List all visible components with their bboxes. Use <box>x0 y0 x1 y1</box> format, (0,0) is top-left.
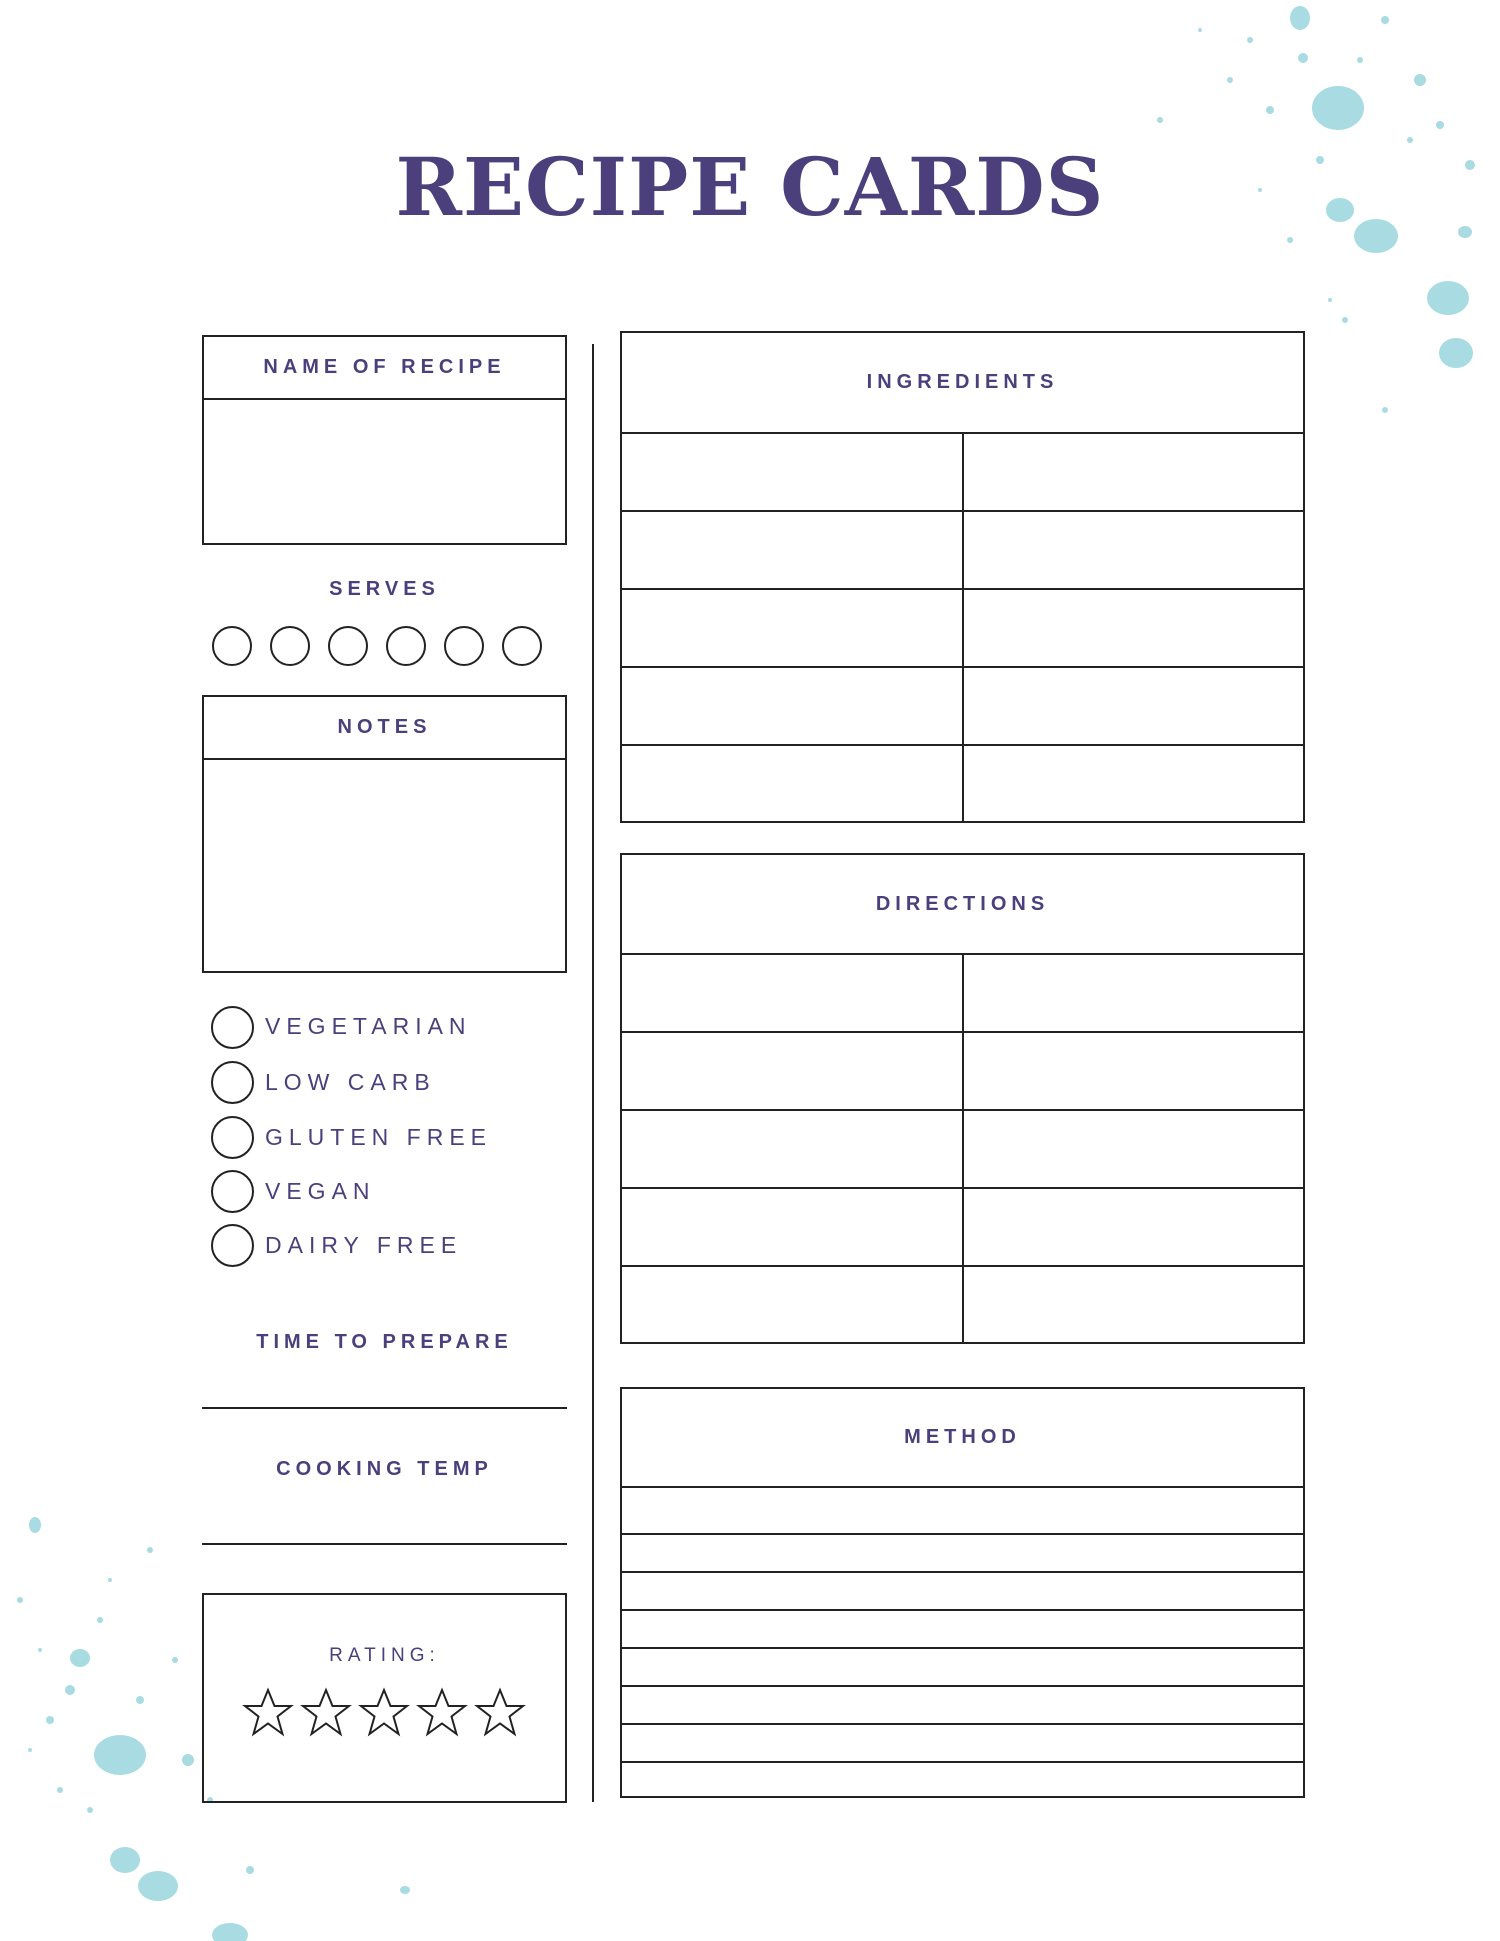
directions-label: DIRECTIONS <box>622 855 1303 955</box>
dairy-free-label: DAIRY FREE <box>265 1232 463 1258</box>
serves-circle[interactable] <box>270 626 310 666</box>
cooking-temp-line[interactable] <box>202 1543 567 1545</box>
serves-circle[interactable] <box>386 626 426 666</box>
dairy-free-checkbox[interactable] <box>211 1224 254 1267</box>
time-to-prepare-label: TIME TO PREPARE <box>256 1331 513 1353</box>
rating-star-icon[interactable] <box>242 1687 294 1739</box>
vegetarian-label: VEGETARIAN <box>265 1013 472 1039</box>
serves-circle[interactable] <box>502 626 542 666</box>
low-carb-checkbox[interactable] <box>211 1061 254 1104</box>
gluten-free-label: GLUTEN FREE <box>265 1124 493 1150</box>
directions-row-line <box>622 1031 1303 1033</box>
name-of-recipe-box[interactable] <box>202 335 567 545</box>
method-line[interactable] <box>622 1761 1303 1763</box>
ingredients-table <box>620 331 1305 823</box>
rating-box <box>202 1593 567 1803</box>
directions-row-line <box>622 1265 1303 1267</box>
rating-star-icon[interactable] <box>416 1687 468 1739</box>
rating-star-icon[interactable] <box>358 1687 410 1739</box>
ingredients-col-divider <box>962 432 964 821</box>
page-title: RECIPE CARDS <box>395 140 1105 234</box>
method-box <box>620 1387 1305 1798</box>
directions-row-line <box>622 1109 1303 1111</box>
method-line[interactable] <box>622 1723 1303 1725</box>
rating-label: RATING: <box>329 1645 440 1666</box>
rating-star-icon[interactable] <box>300 1687 352 1739</box>
notes-label: NOTES <box>204 697 565 760</box>
column-divider <box>592 344 594 1802</box>
ingredients-row-line <box>622 510 1303 512</box>
method-line[interactable] <box>622 1685 1303 1687</box>
directions-row-line <box>622 1187 1303 1189</box>
ingredients-row-line <box>622 588 1303 590</box>
serves-circle[interactable] <box>328 626 368 666</box>
vegan-checkbox[interactable] <box>211 1170 254 1213</box>
cooking-temp-label: COOKING TEMP <box>276 1458 493 1480</box>
method-line[interactable] <box>622 1647 1303 1649</box>
serves-label: SERVES <box>329 578 440 600</box>
method-line[interactable] <box>622 1533 1303 1535</box>
vegan-label: VEGAN <box>265 1178 376 1204</box>
ingredients-row-line <box>622 744 1303 746</box>
rating-star-icon[interactable] <box>474 1687 526 1739</box>
gluten-free-checkbox[interactable] <box>211 1116 254 1159</box>
name-of-recipe-label: NAME OF RECIPE <box>204 337 565 400</box>
notes-box[interactable] <box>202 695 567 973</box>
directions-col-divider <box>962 953 964 1342</box>
method-label: METHOD <box>622 1389 1303 1488</box>
method-line[interactable] <box>622 1571 1303 1573</box>
time-to-prepare-line[interactable] <box>202 1407 567 1409</box>
serves-circle[interactable] <box>212 626 252 666</box>
serves-circle[interactable] <box>444 626 484 666</box>
vegetarian-checkbox[interactable] <box>211 1006 254 1049</box>
directions-table <box>620 853 1305 1344</box>
method-line[interactable] <box>622 1609 1303 1611</box>
low-carb-label: LOW CARB <box>265 1069 436 1095</box>
ingredients-row-line <box>622 666 1303 668</box>
ingredients-label: INGREDIENTS <box>622 333 1303 434</box>
